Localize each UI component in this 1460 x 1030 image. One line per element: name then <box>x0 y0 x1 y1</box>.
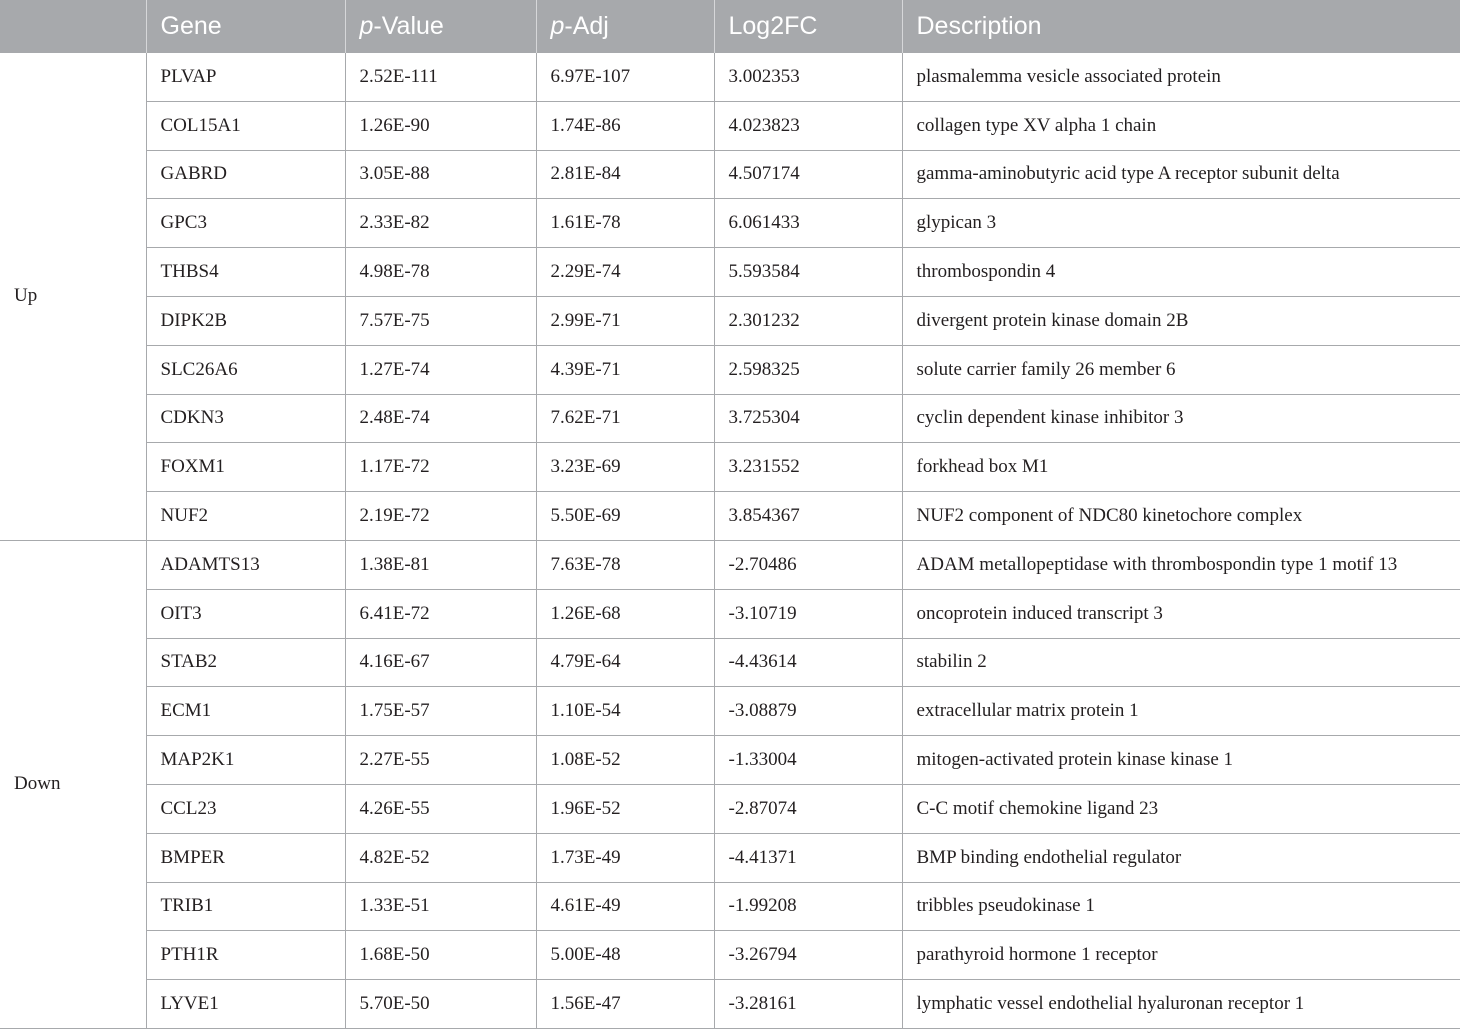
gene-cell: GPC3 <box>146 199 345 248</box>
description-cell: forkhead box M1 <box>902 443 1460 492</box>
table-row <box>0 931 1460 980</box>
table-row <box>0 345 1460 394</box>
table-row <box>0 199 1460 248</box>
description-cell: NUF2 component of NDC80 kinetochore complex <box>902 492 1460 541</box>
table-body <box>0 53 1460 1029</box>
pvalue-cell: 2.19E-72 <box>345 492 536 541</box>
padj-cell: 2.99E-71 <box>536 296 714 345</box>
log2fc-cell: -3.08879 <box>714 687 902 736</box>
log2fc-cell: -3.28161 <box>714 980 902 1029</box>
pvalue-cell: 1.27E-74 <box>345 345 536 394</box>
padj-cell: 2.81E-84 <box>536 150 714 199</box>
log2fc-cell: -2.70486 <box>714 540 902 589</box>
pvalue-cell: 1.75E-57 <box>345 687 536 736</box>
description-cell: thrombospondin 4 <box>902 248 1460 297</box>
gene-cell: NUF2 <box>146 492 345 541</box>
description-cell: lymphatic vessel endothelial hyaluronan receptor 1 <box>902 980 1460 1029</box>
description-cell: gamma-aminobutyric acid type A receptor subunit delta <box>902 150 1460 199</box>
header-padj-italic: p <box>550 11 565 40</box>
gene-cell: CCL23 <box>146 784 345 833</box>
padj-cell: 6.97E-107 <box>536 53 714 102</box>
header-row <box>0 0 1460 53</box>
padj-cell: 4.39E-71 <box>536 345 714 394</box>
description-cell: cyclin dependent kinase inhibitor 3 <box>902 394 1460 443</box>
table-row <box>0 248 1460 297</box>
table-row <box>0 589 1460 638</box>
padj-cell: 5.00E-48 <box>536 931 714 980</box>
description-cell: ADAM metallopeptidase with thrombospondin type 1 motif 13 <box>902 540 1460 589</box>
table-row <box>0 687 1460 736</box>
gene-cell: PLVAP <box>146 53 345 102</box>
table-row <box>0 394 1460 443</box>
pvalue-cell: 6.41E-72 <box>345 589 536 638</box>
log2fc-cell: -2.87074 <box>714 784 902 833</box>
description-cell: stabilin 2 <box>902 638 1460 687</box>
description-cell: tribbles pseudokinase 1 <box>902 882 1460 931</box>
gene-cell: FOXM1 <box>146 443 345 492</box>
log2fc-cell: -4.41371 <box>714 833 902 882</box>
table-row <box>0 540 1460 589</box>
log2fc-cell: -1.33004 <box>714 736 902 785</box>
table-row <box>0 101 1460 150</box>
gene-cell: THBS4 <box>146 248 345 297</box>
padj-cell: 1.74E-86 <box>536 101 714 150</box>
header-description: Description <box>902 0 1460 53</box>
table-row <box>0 736 1460 785</box>
pvalue-cell: 3.05E-88 <box>345 150 536 199</box>
gene-cell: STAB2 <box>146 638 345 687</box>
gene-cell: LYVE1 <box>146 980 345 1029</box>
header-padj-rest: -Adj <box>564 11 609 40</box>
log2fc-cell: 3.725304 <box>714 394 902 443</box>
pvalue-cell: 5.70E-50 <box>345 980 536 1029</box>
table-row <box>0 784 1460 833</box>
header-pvalue-italic: p <box>359 11 374 40</box>
pvalue-cell: 2.52E-111 <box>345 53 536 102</box>
padj-cell: 2.29E-74 <box>536 248 714 297</box>
description-cell: solute carrier family 26 member 6 <box>902 345 1460 394</box>
log2fc-cell: 2.301232 <box>714 296 902 345</box>
description-cell: oncoprotein induced transcript 3 <box>902 589 1460 638</box>
gene-cell: SLC26A6 <box>146 345 345 394</box>
group-label-up: Up <box>0 53 146 541</box>
gene-cell: TRIB1 <box>146 882 345 931</box>
table-row <box>0 296 1460 345</box>
log2fc-cell: 3.854367 <box>714 492 902 541</box>
padj-cell: 1.96E-52 <box>536 784 714 833</box>
description-cell: divergent protein kinase domain 2B <box>902 296 1460 345</box>
pvalue-cell: 1.38E-81 <box>345 540 536 589</box>
header-pvalue <box>345 0 536 53</box>
table-row <box>0 882 1460 931</box>
gene-cell: OIT3 <box>146 589 345 638</box>
log2fc-cell: -3.10719 <box>714 589 902 638</box>
pvalue-cell: 1.68E-50 <box>345 931 536 980</box>
table-row <box>0 443 1460 492</box>
log2fc-cell: 4.507174 <box>714 150 902 199</box>
padj-cell: 5.50E-69 <box>536 492 714 541</box>
pvalue-cell: 1.26E-90 <box>345 101 536 150</box>
log2fc-cell: 3.231552 <box>714 443 902 492</box>
log2fc-cell: 4.023823 <box>714 101 902 150</box>
pvalue-cell: 4.82E-52 <box>345 833 536 882</box>
log2fc-cell: 5.593584 <box>714 248 902 297</box>
description-cell: glypican 3 <box>902 199 1460 248</box>
pvalue-cell: 7.57E-75 <box>345 296 536 345</box>
padj-cell: 4.61E-49 <box>536 882 714 931</box>
padj-cell: 1.10E-54 <box>536 687 714 736</box>
header-group <box>0 0 146 53</box>
padj-cell: 1.61E-78 <box>536 199 714 248</box>
pvalue-cell: 2.33E-82 <box>345 199 536 248</box>
header-padj <box>536 0 714 53</box>
description-cell: plasmalemma vesicle associated protein <box>902 53 1460 102</box>
gene-cell: COL15A1 <box>146 101 345 150</box>
pvalue-cell: 2.48E-74 <box>345 394 536 443</box>
gene-cell: PTH1R <box>146 931 345 980</box>
table-row <box>0 53 1460 102</box>
header-pvalue-rest: -Value <box>373 11 444 40</box>
group-label-down: Down <box>0 540 146 1028</box>
description-cell: mitogen-activated protein kinase kinase 1 <box>902 736 1460 785</box>
description-cell: C-C motif chemokine ligand 23 <box>902 784 1460 833</box>
pvalue-cell: 4.26E-55 <box>345 784 536 833</box>
gene-cell: ADAMTS13 <box>146 540 345 589</box>
padj-cell: 1.08E-52 <box>536 736 714 785</box>
description-cell: BMP binding endothelial regulator <box>902 833 1460 882</box>
log2fc-cell: -1.99208 <box>714 882 902 931</box>
gene-cell: GABRD <box>146 150 345 199</box>
description-cell: extracellular matrix protein 1 <box>902 687 1460 736</box>
description-cell: collagen type XV alpha 1 chain <box>902 101 1460 150</box>
log2fc-cell: 3.002353 <box>714 53 902 102</box>
table-header <box>0 0 1460 53</box>
padj-cell: 7.62E-71 <box>536 394 714 443</box>
padj-cell: 1.26E-68 <box>536 589 714 638</box>
table-row <box>0 150 1460 199</box>
pvalue-cell: 1.33E-51 <box>345 882 536 931</box>
log2fc-cell: -3.26794 <box>714 931 902 980</box>
table-row <box>0 638 1460 687</box>
table-row <box>0 833 1460 882</box>
padj-cell: 4.79E-64 <box>536 638 714 687</box>
description-cell: parathyroid hormone 1 receptor <box>902 931 1460 980</box>
pvalue-cell: 2.27E-55 <box>345 736 536 785</box>
pvalue-cell: 1.17E-72 <box>345 443 536 492</box>
log2fc-cell: 2.598325 <box>714 345 902 394</box>
padj-cell: 1.73E-49 <box>536 833 714 882</box>
header-gene: Gene <box>146 0 345 53</box>
padj-cell: 1.56E-47 <box>536 980 714 1029</box>
gene-cell: ECM1 <box>146 687 345 736</box>
table-row <box>0 492 1460 541</box>
pvalue-cell: 4.16E-67 <box>345 638 536 687</box>
gene-cell: DIPK2B <box>146 296 345 345</box>
log2fc-cell: -4.43614 <box>714 638 902 687</box>
header-log2fc: Log2FC <box>714 0 902 53</box>
pvalue-cell: 4.98E-78 <box>345 248 536 297</box>
table-row <box>0 980 1460 1029</box>
gene-cell: CDKN3 <box>146 394 345 443</box>
log2fc-cell: 6.061433 <box>714 199 902 248</box>
padj-cell: 7.63E-78 <box>536 540 714 589</box>
gene-cell: MAP2K1 <box>146 736 345 785</box>
gene-cell: BMPER <box>146 833 345 882</box>
padj-cell: 3.23E-69 <box>536 443 714 492</box>
